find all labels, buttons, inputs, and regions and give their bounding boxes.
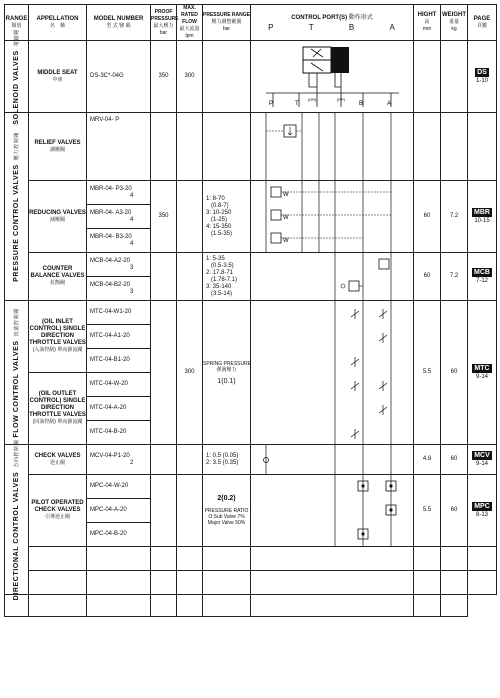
model-mtc-w: MTC-04-W-20	[87, 373, 151, 397]
col-control-ports: CONTROL PORT(S) 動作形式 P T B A	[251, 5, 414, 41]
flow-mtc: 300	[177, 301, 203, 445]
reducing-valve-symbol	[251, 181, 414, 253]
row-empty-1	[5, 547, 497, 571]
appellation-flow-in: (OIL INLET CONTROL) SINGLE DIRECTION THROTTLE VALVES (入油控制) 單向節流閥	[29, 301, 87, 373]
check-valve-symbol	[251, 445, 414, 475]
appellation-reducing: REDUCING VALVES 減壓閥	[29, 181, 87, 253]
model-mcb-b2: MCB-04-B2-20 3	[87, 277, 151, 301]
svg-text:W: W	[283, 215, 289, 221]
hight-mpc: 5.5	[414, 475, 441, 547]
model-mbr-a3: MBR-04- A3-20 4	[87, 205, 151, 229]
weight-mcb: 7.2	[441, 253, 468, 301]
page-mcv: MCV 9-14	[468, 445, 497, 475]
range-mtc: SPRING PRESSURE 彈簧壓力 1(0.1)	[203, 301, 251, 445]
model-mbr-p3: MBR-04- P3-20 4	[87, 181, 151, 205]
weight-mcv: 60	[441, 445, 468, 475]
proof-mbr: 350	[151, 181, 177, 253]
col-range: RANGE 類別	[5, 5, 29, 41]
appellation-counter: COUNTER BALANCE VALVES 抗衡閥	[29, 253, 87, 301]
page-ds: DS 1-10	[468, 41, 497, 113]
symbol-counter	[251, 253, 414, 301]
col-model: MODEL NUMBER 型 式 號 碼	[87, 5, 151, 41]
col-max-flow: MAX. RATED FLOW 最大流量 lpm	[177, 5, 203, 41]
weight-mtc: 60	[441, 301, 468, 445]
appellation-middle-seat: MIDDLE SEAT 中座	[29, 41, 87, 113]
symbol-pilot	[251, 475, 414, 547]
appellation-flow-out: (OIL OUTLET CONTROL) SINGLE DIRECTION THROTTLE VALVES (回油控制) 單向節流閥	[29, 373, 87, 445]
page-mpc: MPC 8-13	[468, 475, 497, 547]
svg-text:W: W	[283, 192, 289, 198]
symbol-middle-seat	[251, 41, 414, 113]
row-empty-2	[5, 571, 497, 595]
model-mbr-b3: MBR-04- B3-20 4	[87, 229, 151, 253]
page-mtc: MTC 9-14	[468, 301, 497, 445]
page-mbr: MBR 10-15	[468, 181, 497, 253]
port-a-label: A	[387, 101, 392, 107]
hight-mbr: 60	[414, 181, 441, 253]
port-dr-label: (DR)	[308, 97, 317, 102]
row-flow-in-1	[5, 301, 497, 325]
row-relief	[5, 113, 497, 181]
range-mcb: 1: 5-35 (0.5-3.5) 2: 17.8-71 (1.78-7.1) 3: 35-140 (3.5-14)	[203, 253, 251, 301]
page-mcb: MCB 7-12	[468, 253, 497, 301]
model-mpc-a: MPC-04-A-20	[87, 499, 151, 523]
group-solenoid: SOLENOID VALVES電磁閥	[5, 41, 29, 113]
row-reducing-1	[5, 181, 497, 205]
proof-ds: 350	[151, 41, 177, 113]
model-mtc-w1: MTC-04-W1-20	[87, 301, 151, 325]
range-mpc: 2(0.2) PRESSURE RATIO O:Sub Valve 7% Major Valve 50%	[203, 475, 251, 547]
model-ds: DS-3C*-04G	[87, 41, 151, 113]
group-directional: DIRECTIONAL CONTROL VALVES方向控制閥	[5, 445, 29, 595]
model-mpc-b: MPC-04-B-20	[87, 523, 151, 547]
col-pressure-range: PRESSURE RANGE 壓力調整範圍 bar	[203, 5, 251, 41]
model-mtc-a1: MTC-04-A1-20	[87, 325, 151, 349]
relief-valve-symbol	[251, 113, 414, 181]
row-counter-1	[5, 253, 497, 277]
header-row	[5, 5, 497, 41]
model-mcb-a2: MCB-04-A2-20 3	[87, 253, 151, 277]
weight-mbr: 7.2	[441, 181, 468, 253]
valve-spec-table	[4, 4, 497, 617]
hight-mcv: 4.8	[414, 445, 441, 475]
counter-balance-symbol	[251, 253, 414, 301]
model-mtc-a: MTC-04-A-20	[87, 397, 151, 421]
solenoid-valve-symbol	[251, 41, 414, 113]
group-pressure: PRESSURE CONTROL VALVES壓力控制閥	[5, 113, 29, 301]
row-pilot-1	[5, 475, 497, 499]
symbol-reducing	[251, 181, 414, 253]
symbol-check	[251, 445, 414, 475]
port-labels: P T B A	[268, 22, 396, 32]
appellation-pilot: PILOT OPERATED CHECK VALVES 引導逆止閥	[29, 475, 87, 547]
col-weight: WEIGHT 重量 kg	[441, 5, 468, 41]
port-t-label: T	[295, 101, 299, 107]
row-empty-3	[5, 595, 497, 617]
port-p-label: P	[269, 101, 274, 107]
model-mrv: MRV-04- P	[87, 113, 151, 181]
model-mpc-w: MPC-04-W-20	[87, 475, 151, 499]
col-page: PAGE 頁數	[468, 5, 497, 41]
port-pp-label: (PP)	[337, 97, 345, 102]
throttle-valve-symbols	[251, 301, 414, 445]
port-b-label: B	[359, 101, 364, 107]
row-middle-seat	[5, 41, 497, 113]
col-proof: PROOF PRESSURE 最大壓力 bar	[151, 5, 177, 41]
flow-ds: 300	[177, 41, 203, 113]
group-flow: FLOW CONTROL VALVES流量控制閥	[5, 301, 29, 445]
col-appellation: APPELLATION 名 稱	[29, 5, 87, 41]
weight-mpc: 60	[441, 475, 468, 547]
hight-mtc: 5.5	[414, 301, 441, 445]
col-hight: HIGHT 高 mm	[414, 5, 441, 41]
pilot-check-symbol	[251, 475, 414, 547]
appellation-check: CHECK VALVES 逆止閥	[29, 445, 87, 475]
hight-mcb: 60	[414, 253, 441, 301]
model-mtc-b1: MTC-04-B1-20	[87, 349, 151, 373]
symbol-flow	[251, 301, 414, 445]
range-mcv: 1: 0.5 (0.05) 2: 3.5 (0.35)	[203, 445, 251, 475]
appellation-relief: RELIEF VALVES 調壓閥	[29, 113, 87, 181]
row-check	[5, 445, 497, 475]
symbol-relief	[251, 113, 414, 181]
range-mbr: 1: 8-70 (0.8-7) 3: 10-250 (1-25) 4: 15-350 (1.5-35)	[203, 181, 251, 253]
model-mtc-b: MTC-04-B-20	[87, 421, 151, 445]
svg-text:W: W	[283, 238, 289, 244]
model-mcv: MCV-04-P1-20 2	[87, 445, 151, 475]
